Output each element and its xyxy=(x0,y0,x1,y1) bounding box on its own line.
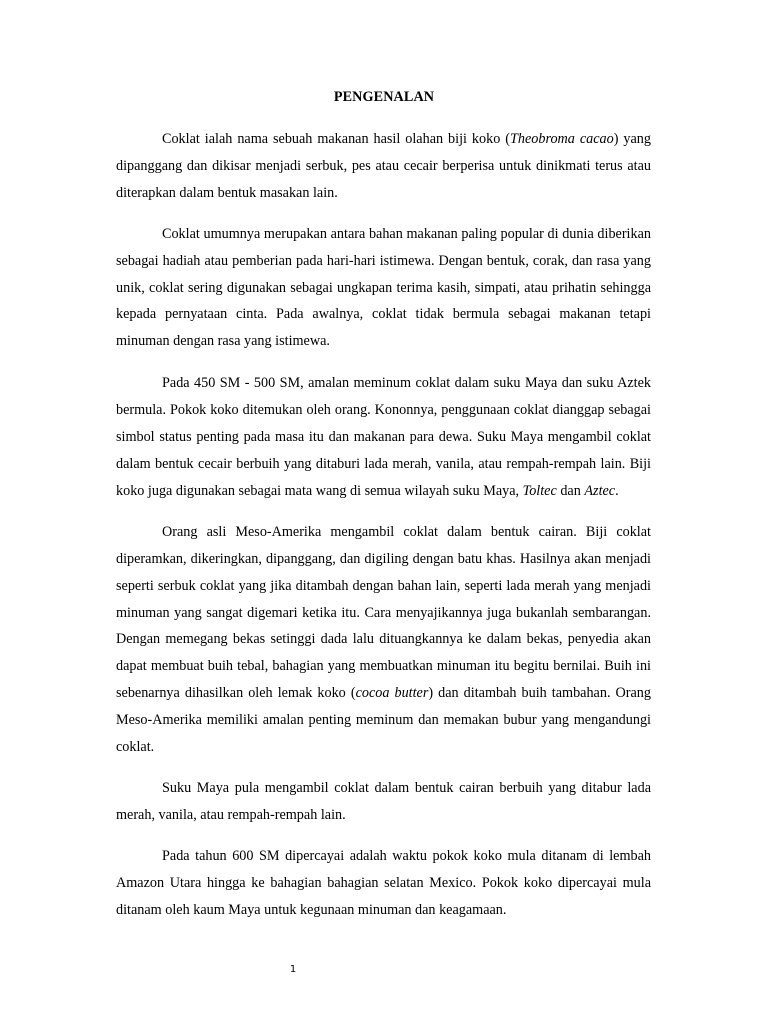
page-number: 1 xyxy=(289,964,297,975)
paragraph-4 xyxy=(116,519,651,761)
italic-term-toltec: Toltec xyxy=(522,482,557,499)
paragraph-text: ) dan ditambah buih tambahan. Orang Meso-Amerika memiliki amalan penting meminum dan memakan bubur yang mengandungi coklat. xyxy=(116,685,651,756)
paragraph-1 xyxy=(116,126,651,207)
paragraph-text: Suku Maya pula mengambil coklat dalam bentuk cairan berbuih yang ditabur lada merah, vanila, atau rempah-rempah lain. xyxy=(116,779,651,823)
paragraph-text: Pada tahun 600 SM dipercayai adalah waktu pokok koko mula ditanam di lembah Amazon Utara hingga ke bahagian bahagian selatan Mexico. Pokok koko dipercayai mula ditanam oleh kaum Maya untuk kegunaan minuman dan keagamaan. xyxy=(116,847,651,918)
italic-term-aztec: Aztec xyxy=(584,482,616,499)
paragraph-2 xyxy=(116,221,651,356)
document-body xyxy=(116,126,651,923)
paragraph-text: Orang asli Meso-Amerika mengambil coklat dalam bentuk cairan. Biji coklat diperamkan, dikeringkan, dipanggang, dan digiling dengan batu khas. Hasilnya akan menjadi seperti serbuk coklat yang jika ditambah dengan bahan lain, seperti lada merah yang menjadi minuman yang sangat digemari ketika itu. Cara menyajikannya juga bukanlah sembarangan. Dengan memegang bekas setinggi dada lalu dituangkannya ke dalam bekas, penyedia akan dapat membuat buih tebal, bahagian yang membuatkan minuman itu begitu bernilai. Buih ini sebenarnya dihasilkan oleh lemak koko ( xyxy=(116,523,651,702)
paragraph-text: Coklat ialah nama sebuah makanan hasil olahan biji koko ( xyxy=(162,131,510,147)
page-title: PENGENALAN xyxy=(333,89,435,105)
paragraph-text: Pada 450 SM - 500 SM, amalan meminum coklat dalam suku Maya dan suku Aztek bermula. Pokok koko ditemukan oleh orang. Kononnya, penggunaan coklat dianggap sebagai simbol status penting pada masa itu dan makanan para dewa. Suku Maya mengambil coklat dalam bentuk cecair berbuih yang ditaburi lada merah, vanila, atau rempah-rempah lain. Biji koko juga digunakan sebagai mata wang di semua wilayah suku Maya, xyxy=(116,375,651,499)
paragraph-text: ) yang dipanggang dan dikisar menjadi serbuk, pes atau cecair berperisa untuk dinikmati terus atau diterapkan dalam bentuk masakan lain. xyxy=(116,131,651,201)
paragraph-text: Coklat umumnya merupakan antara bahan makanan paling popular di dunia diberikan sebagai hadiah atau pemberian pada hari-hari istimewa. Dengan bentuk, corak, dan rasa yang unik, coklat sering digunakan sebagai ungkapan terima kasih, simpati, atau prihatin sehingga kepada pernyataan cinta. Pada awalnya, coklat tidak bermula sebagai makanan tetapi minuman dengan rasa yang istimewa. xyxy=(116,225,651,350)
paragraph-text: dan xyxy=(556,482,585,499)
paragraph-text: . xyxy=(615,482,619,499)
paragraph-5 xyxy=(116,775,651,829)
scientific-name: Theobroma cacao xyxy=(509,131,614,147)
paragraph-3 xyxy=(116,370,651,505)
italic-term-cocoa-butter: cocoa butter xyxy=(355,685,429,702)
paragraph-6 xyxy=(116,843,651,924)
